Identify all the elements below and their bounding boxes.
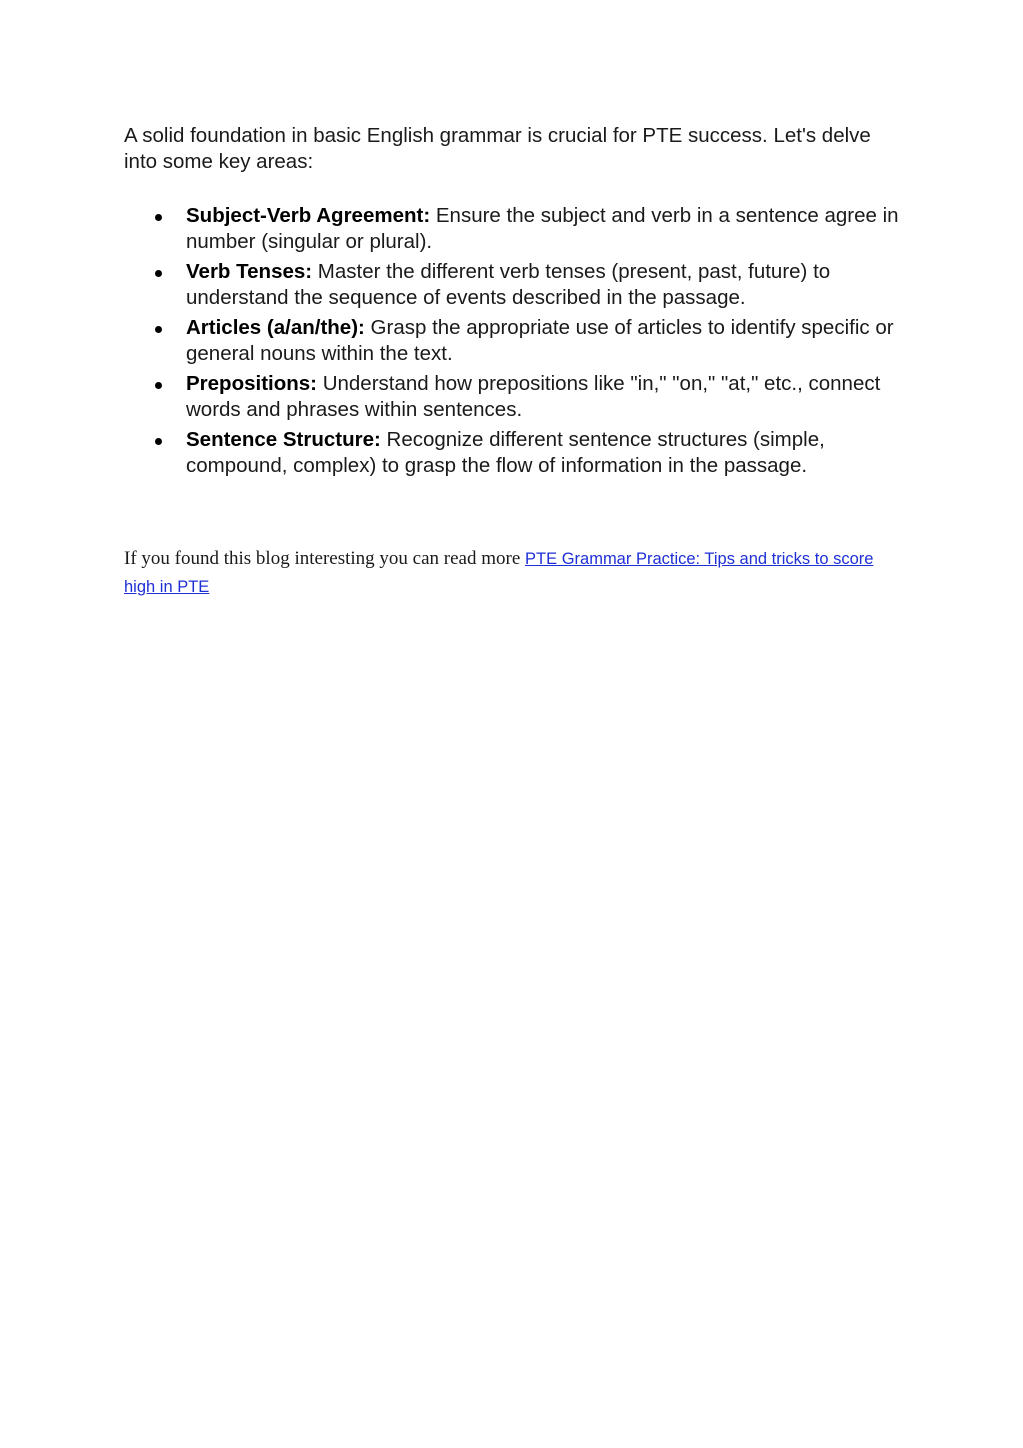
topic-term: Verb Tenses: <box>186 260 313 283</box>
topic-term: Sentence Structure: <box>186 428 381 451</box>
topic-description: Master the different verb tenses (present, past, future) to understand the sequence of events described in the passage. <box>186 260 831 309</box>
grammar-topics-list <box>124 203 904 479</box>
bullet-dot-icon <box>155 326 162 333</box>
document-body <box>124 123 904 601</box>
topic-description: Understand how prepositions like "in," "on," "at," etc., connect words and phrases within sentences. <box>186 372 881 421</box>
topic-term: Articles (a/an/the): <box>186 316 365 339</box>
read-more-lead: If you found this blog interesting you can read more <box>124 548 526 569</box>
topic-description: Ensure the subject and verb in a sentence agree in number (singular or plural). <box>186 204 899 253</box>
bullet-dot-icon <box>155 214 162 221</box>
topic-description: Grasp the appropriate use of articles to identify specific or general nouns within the text. <box>186 316 894 365</box>
blog-link[interactable]: PTE Grammar Practice: Tips and tricks to score high in PTE <box>124 550 874 596</box>
list-item <box>124 203 904 255</box>
topic-description: Recognize different sentence structures (simple, compound, complex) to grasp the flow of information in the passage. <box>186 428 825 477</box>
intro-paragraph: A solid foundation in basic English grammar is crucial for PTE success. Let's delve into some key areas: <box>124 124 871 173</box>
list-item <box>124 371 904 423</box>
bullet-dot-icon <box>155 382 162 389</box>
list-item <box>124 427 904 479</box>
bullet-dot-icon <box>155 270 162 277</box>
topic-term: Prepositions: <box>186 372 317 395</box>
read-more-paragraph <box>124 545 884 601</box>
list-item <box>124 315 904 367</box>
topic-term: Subject-Verb Agreement: <box>186 204 431 227</box>
list-item <box>124 259 904 311</box>
bullet-dot-icon <box>155 438 162 445</box>
